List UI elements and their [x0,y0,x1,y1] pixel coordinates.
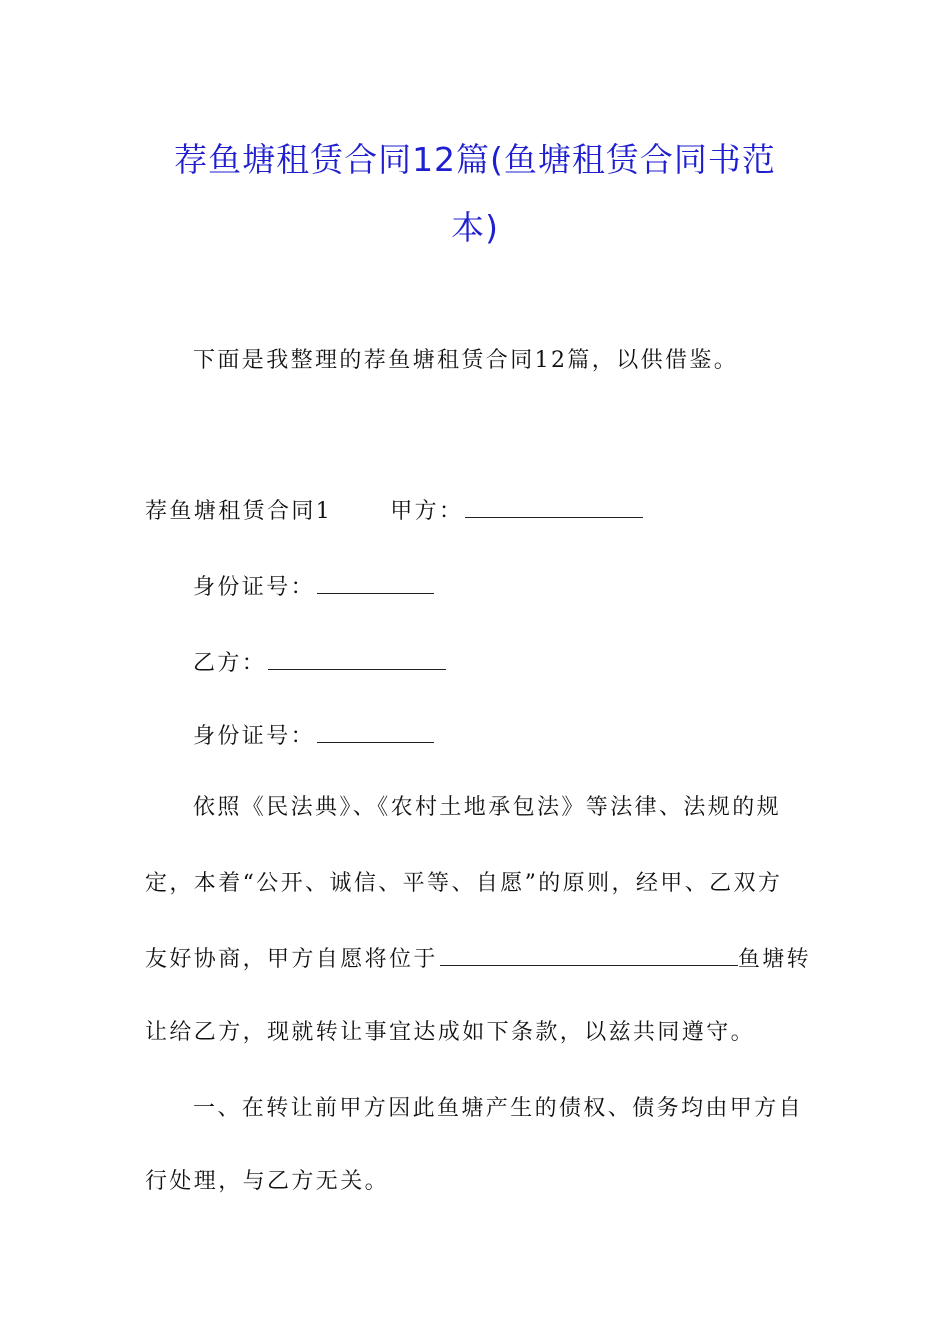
party-a-label: 甲方： [390,499,464,524]
party-b-label: 乙方： [193,651,267,676]
para1-line-3-text: 友好协商，甲方自愿将位于 [145,947,438,972]
party-b-id-blank [317,720,434,743]
para1-line-4: 让给乙方，现就转让事宜达成如下条款，以兹共同遵守。 [145,1020,756,1045]
document-title-line-1: 荐鱼塘租赁合同12篇(鱼塘租赁合同书范 [174,140,776,179]
party-a-row [145,495,643,527]
para2-line-1: 一、在转让前甲方因此鱼塘产生的债权、债务均由甲方自 [193,1096,804,1121]
party-a-blank [465,495,643,518]
para1-line-2: 定，本着“公开、诚信、平等、自愿”的原则，经甲、乙双方 [145,871,783,896]
party-a-id-label: 身份证号： [193,575,316,600]
para2-line-2: 行处理，与乙方无关。 [145,1169,390,1194]
party-b-id-label: 身份证号： [193,724,316,749]
intro-text: 下面是我整理的荐鱼塘租赁合同12篇，以供借鉴。 [193,348,739,373]
party-a-id-row [193,571,434,603]
party-b-row [193,647,446,679]
para1-line-3-tail: 鱼塘转 [737,947,812,972]
party-b-blank [268,647,446,670]
para1-line-1: 依照《民法典》、《农村土地承包法》等法律、法规的规 [193,795,782,820]
party-a-id-blank [317,571,434,594]
party-b-id-row [193,720,434,752]
document-title-line-2: 本) [451,208,499,247]
contract-heading: 荐鱼塘租赁合同1 [145,499,333,524]
para1-line-3 [145,943,811,975]
location-blank [440,943,738,966]
